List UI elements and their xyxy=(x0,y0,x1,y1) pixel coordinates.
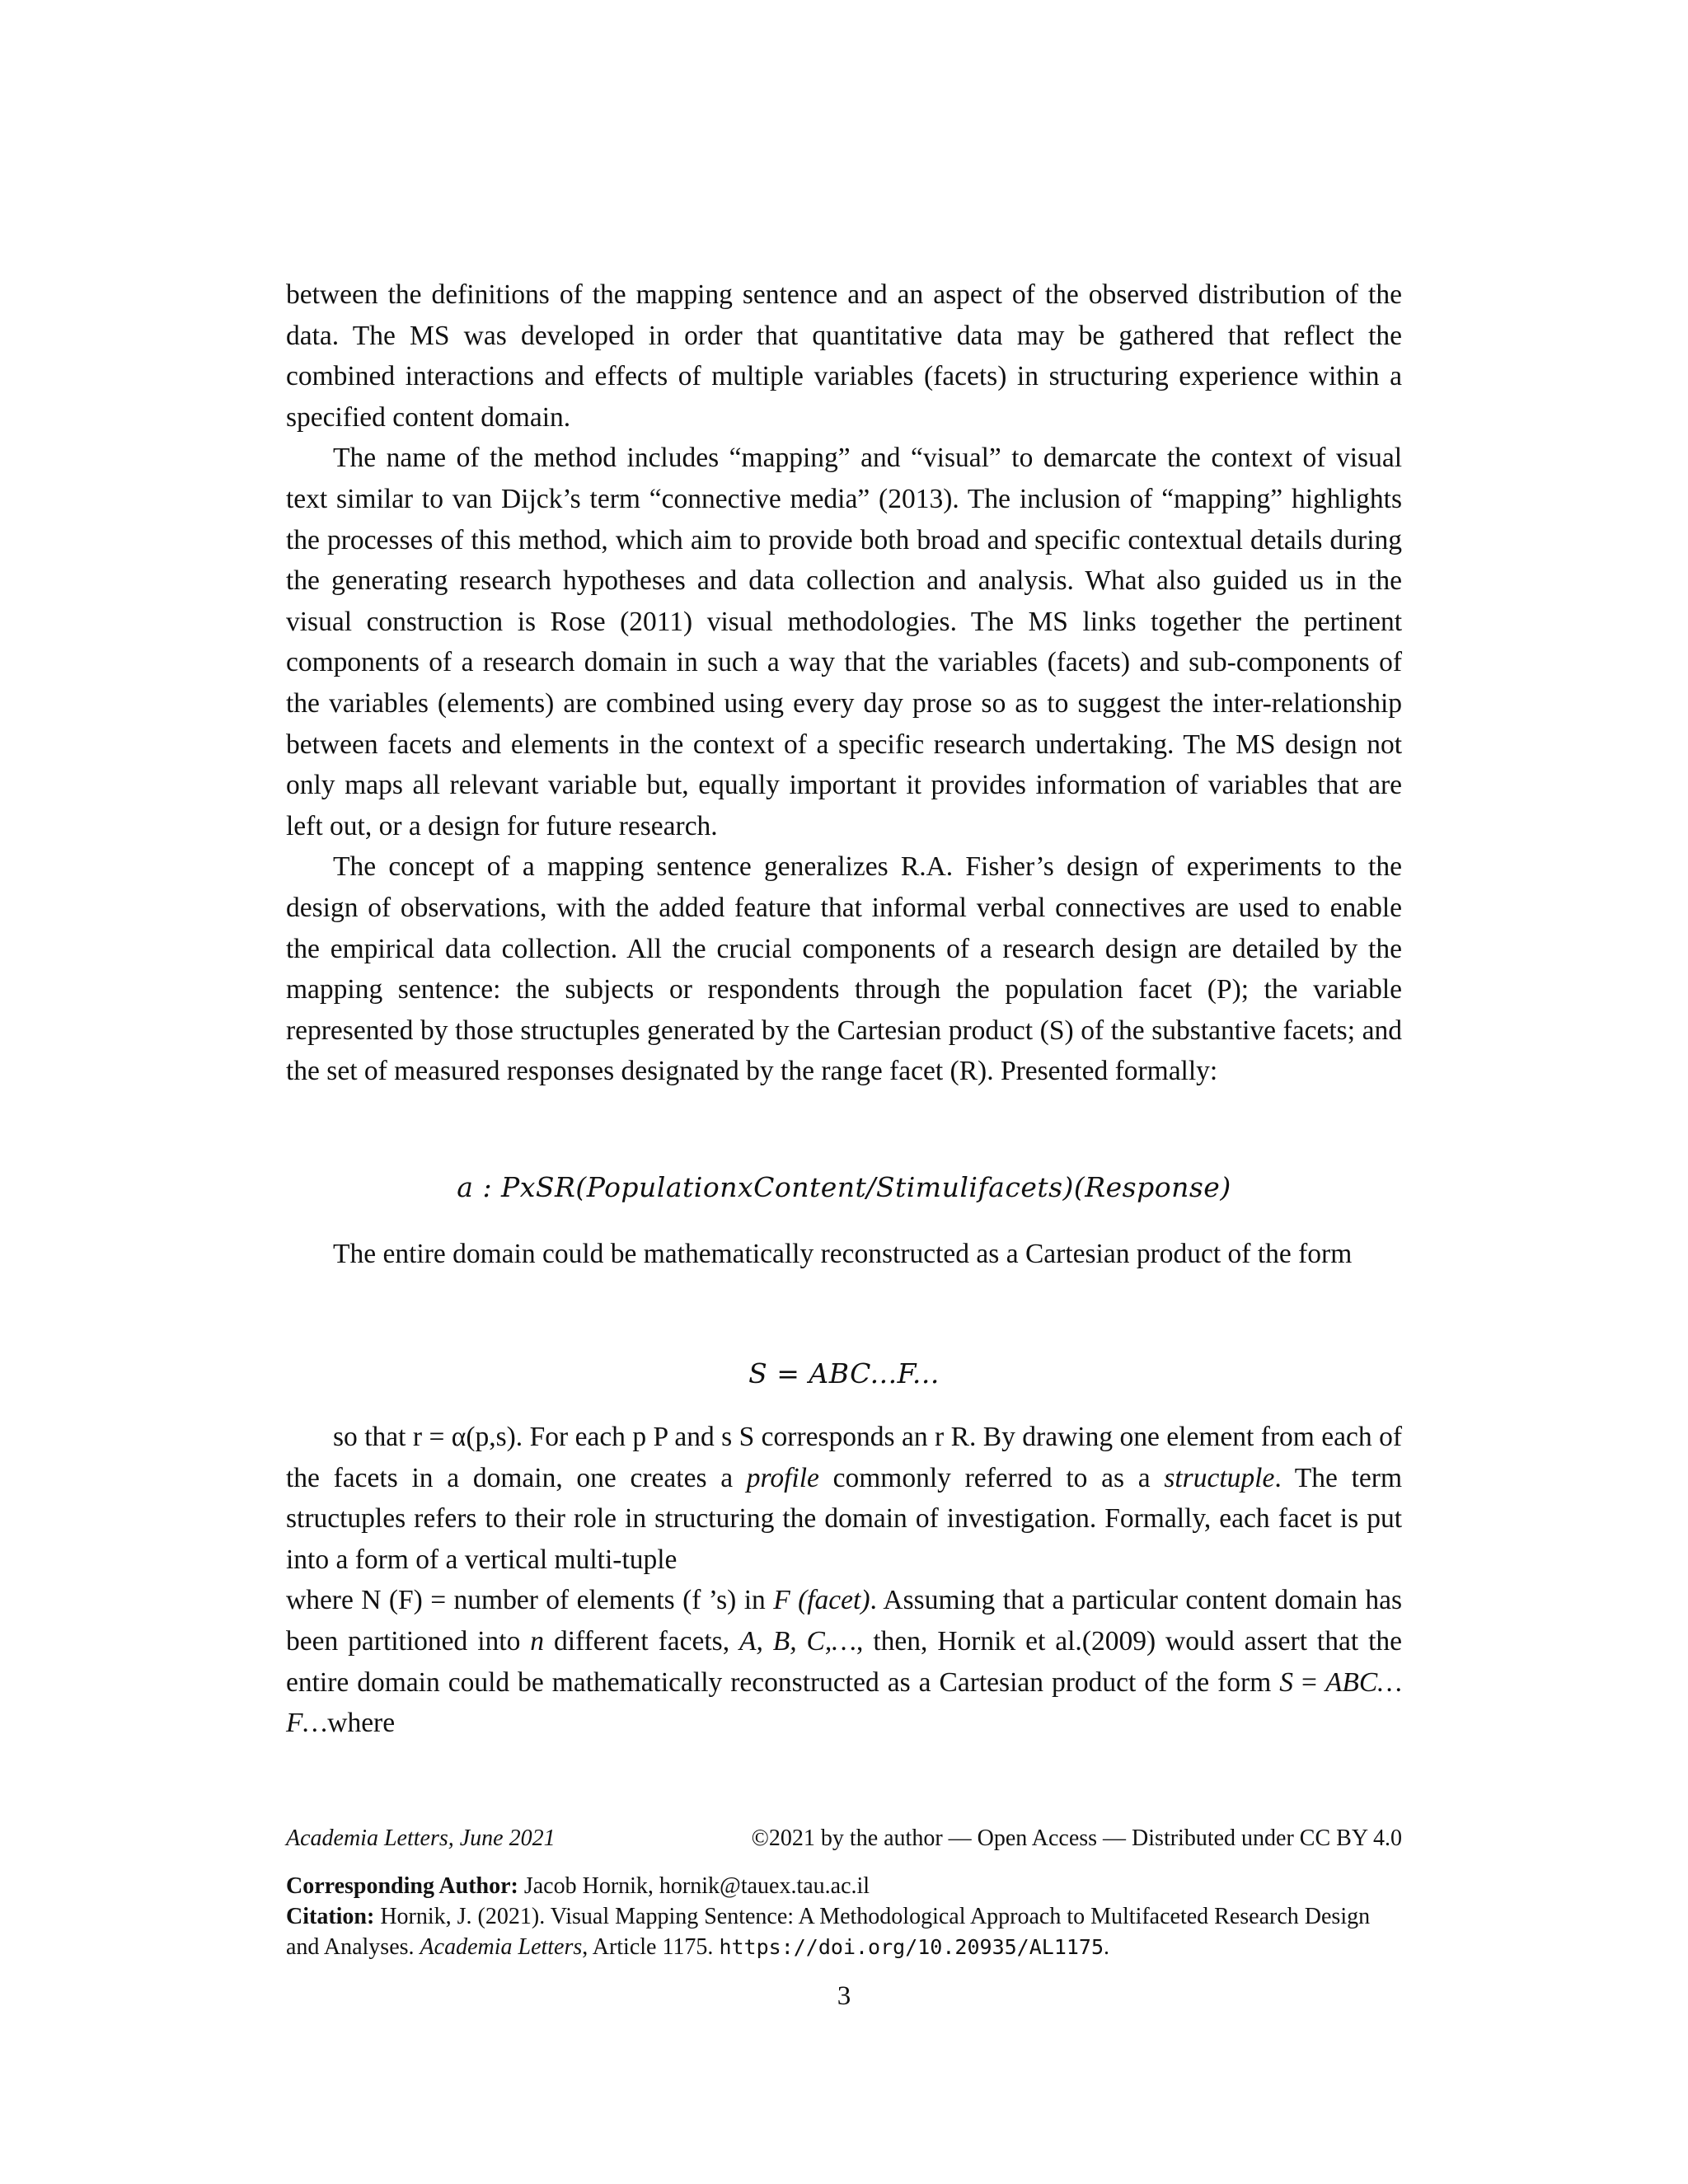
body-text-bottom xyxy=(286,1417,1402,1744)
term-structuple: structuple xyxy=(1164,1462,1275,1493)
paragraph-structuple: so that r = α(p,s). For each p P and s S corresponds an r R. By drawing one element from each of the facets in a domain, one creates a profile commonly referred to as a structuple. The term structuples refers to their role in structuring the domain of investigation. Formally, each facet is put into a form of a vertical multi-tuple xyxy=(286,1422,1402,1575)
paragraph-method-name: The name of the method includes “mapping” and “visual” to demarcate the context of visual text similar to van Dijck’s term “connective media” (2013). The inclusion of “mapping” highlights the processes of this method, which aim to provide both broad and specific contextual details during the generating research hypotheses and data collection and analysis. What also guided us in the visual construction is Rose (2011) visual methodologies. The MS links together the pertinent components of a research domain in such a way that the variables (facets) and sub-components of the variables (elements) are combined using every day prose so as to suggest the inter-relationship between facets and elements in the context of a specific research undertaking. The MS design not only maps all relevant variable but, equally important it provides information of variables that are left out, or a design for future research. xyxy=(286,443,1402,841)
paragraph-continuation: between the definitions of the mapping sentence and an aspect of the observed distribution of the data. The MS was developed in order that quantitative data may be gathered that reflect the combined interactions and effects of multiple variables (facets) in structuring experience within a specified content domain. xyxy=(286,279,1402,433)
equation-formal-ms: a : PxSR(PopulationxContent/Stimulifacets)(Response) xyxy=(457,1171,1231,1203)
page-footer xyxy=(286,1824,1402,1854)
doi-link[interactable]: https://doi.org/10.20935/AL1175 xyxy=(719,1935,1104,1959)
page-number: 3 xyxy=(837,1981,851,2011)
journal-date: Academia Letters, June 2021 xyxy=(286,1825,556,1851)
term-profile: profile xyxy=(746,1462,819,1493)
citation-block xyxy=(286,1871,1402,1962)
body-text-top xyxy=(286,274,1402,1092)
corresponding-author: Corresponding Author: Jacob Hornik, hornik@tauex.tau.ac.il xyxy=(286,1873,870,1899)
author-contact[interactable]: Jacob Hornik, hornik@tauex.tau.ac.il xyxy=(518,1873,870,1899)
paragraph-where: where N (F) = number of elements (f ’s) in F (facet). Assuming that a particular content domain has been partitioned into n different facets, A, B, C,…, then, Hornik et al.(2009) would assert that the entire domain could be mathematically reconstructed as a Cartesian product of the form S = ABC…F…where xyxy=(286,1585,1403,1739)
citation: Citation: Hornik, J. (2021). Visual Mapping Sentence: A Methodological Approach to Multifaceted Research Design and Analyses. Academia Letters, Article 1175. https://doi.org/10.20935/AL1175. xyxy=(286,1904,1371,1960)
equation-cartesian-product: S = ABC...F... xyxy=(748,1357,940,1390)
paragraph-concept: The concept of a mapping sentence generalizes R.A. Fisher’s design of experiments to the design of observations, with the added feature that informal verbal connectives are used to enable the empirical data collection. All the crucial components of a research design are detailed by the mapping sentence: the subjects or respondents through the population facet (P); the variable represented by those structuples generated by the Cartesian product (S) of the substantive facets; and the set of measured responses designated by the range facet (R). Presented formally: xyxy=(286,851,1402,1087)
paragraph-cartesian: The entire domain could be mathematically reconstructed as a Cartesian product of the form xyxy=(333,1239,1353,1269)
license-notice: ©2021 by the author — Open Access — Distributed under CC BY 4.0 xyxy=(751,1825,1402,1851)
body-text-middle xyxy=(286,1234,1402,1275)
